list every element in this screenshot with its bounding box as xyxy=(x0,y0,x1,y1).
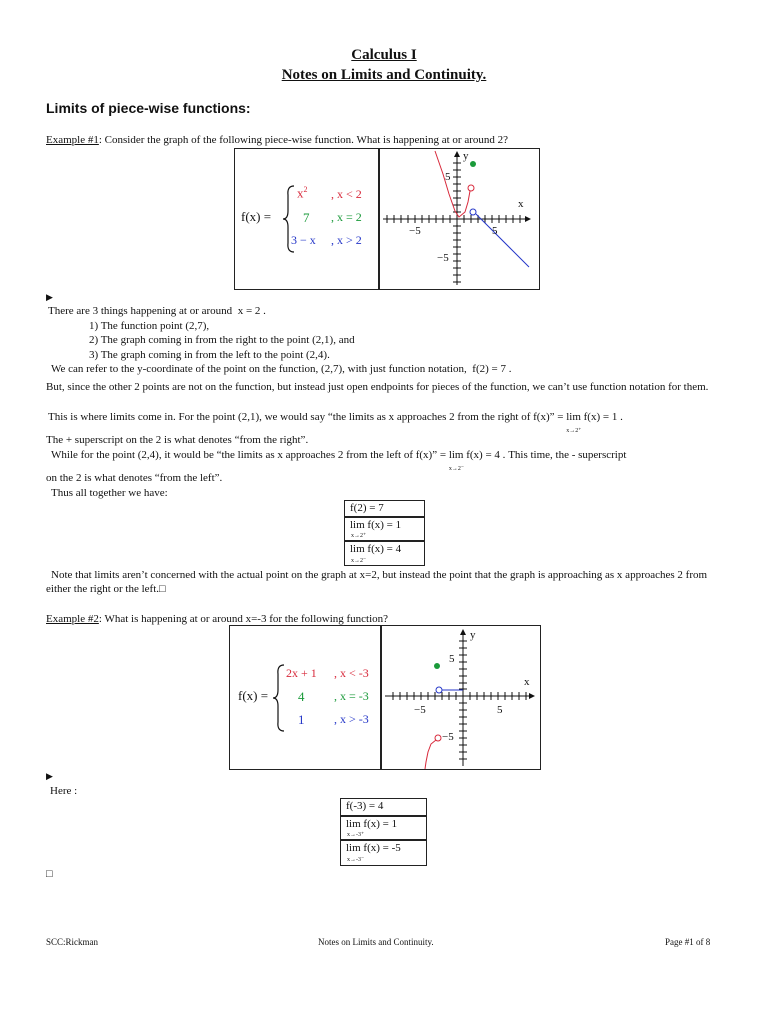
together-line: Thus all together we have: xyxy=(51,487,168,499)
example2-prompt xyxy=(46,612,388,626)
example1-label: Example #1 xyxy=(46,134,99,146)
bullet-1: ▶ xyxy=(46,292,53,302)
intro-line: There are 3 things happening at or around x = 2 . xyxy=(48,305,266,317)
example1-row2-cond: , x = 2 xyxy=(331,210,362,224)
summary1-row3: lim f(x) = 4 x→2⁻ xyxy=(344,541,425,566)
item-2: 2) The graph coming in from the right to the point (2,1), and xyxy=(89,334,355,346)
plus-note: The + superscript on the 2 is what denotes “from the right”. xyxy=(46,434,309,446)
example2-row1-cond: , x < -3 xyxy=(334,666,369,680)
example1-graph-box xyxy=(378,148,540,290)
example1-prompt xyxy=(46,133,508,147)
example2-brace-icon xyxy=(272,664,286,732)
note-paragraph: Note that limits aren’t concerned with the actual point on the graph at x=2, but instead the point that the graph is approaching as x approaches 2 from either the right or the left.□ xyxy=(46,569,708,595)
example1-function-box xyxy=(234,148,380,290)
example1-row1-cond: , x < 2 xyxy=(331,187,362,201)
summary1-row2: lim f(x) = 1 x→2⁺ xyxy=(344,517,425,541)
footer-center: Notes on Limits and Continuity. xyxy=(318,937,434,947)
example1-x5-label: 5 xyxy=(492,225,498,237)
summary2-row2: lim f(x) = 1 x→-3⁺ xyxy=(340,816,427,840)
example1-graph xyxy=(379,149,539,289)
notes-title: Notes on Limits and Continuity. xyxy=(281,67,487,83)
example2-row2-cond: , x = -3 xyxy=(334,689,369,703)
example1-x-label: x xyxy=(518,198,524,210)
example2-graph xyxy=(381,626,540,769)
example2-row2-expr: 4 xyxy=(298,689,305,704)
example2-row3-expr: 1 xyxy=(298,712,305,727)
bullet-2: ▶ xyxy=(46,771,53,781)
example1-yneg5-label: −5 xyxy=(437,252,449,264)
example2-row3-cond: , x > -3 xyxy=(334,712,369,726)
item-3: 3) The graph coming in from the left to the point (2,4). xyxy=(89,349,330,361)
example2-yneg5-label: −5 xyxy=(442,731,454,743)
example2-xneg5-label: −5 xyxy=(414,704,426,716)
example1-y5-label: 5 xyxy=(445,171,451,183)
example2-x5-label: 5 xyxy=(497,704,503,716)
here-line: Here : xyxy=(50,785,78,797)
footer-left: SCC:Rickman xyxy=(46,937,99,947)
summary2-row1: f(-3) = 4 xyxy=(340,798,427,816)
end-mark-2: □ xyxy=(46,868,53,880)
example2-label: Example #2 xyxy=(46,613,99,625)
example1-text: : Consider the graph of the following piece-wise function. What is happening at or around 2? xyxy=(98,134,508,146)
example1-xneg5-label: −5 xyxy=(409,225,421,237)
example2-graph-box xyxy=(380,625,541,770)
example2-x-label: x xyxy=(524,676,530,688)
limits-right-line: This is where limits come in. For the point (2,1), we would say “the limits as x approaches 2 from the right of f(x)” = lim f(x) = 1 . x→2⁺ xyxy=(48,411,623,434)
example2-y5-label: 5 xyxy=(449,653,455,665)
example2-lhs: f(x) = xyxy=(238,688,269,703)
item-1: 1) The function point (2,7), xyxy=(89,320,210,332)
minus-note: on the 2 is what denotes “from the left”. xyxy=(46,472,223,484)
example1-row3-cond: , x > 2 xyxy=(331,233,362,247)
refer-line: We can refer to the y-coordinate of the point on the function, (2,7), with just function notation, f(2) = 7 . xyxy=(51,363,512,375)
summary2-row3: lim f(x) = -5 x→-3⁻ xyxy=(340,840,427,866)
example1-lhs: f(x) = xyxy=(241,209,272,224)
example1-row2-expr: 7 xyxy=(303,210,310,225)
example2-row1-expr: 2x + 1 xyxy=(286,666,317,680)
summary1-row1: f(2) = 7 xyxy=(344,500,425,517)
example1-row1-expr: $x^2$ xyxy=(297,185,308,201)
example1-y-label: y xyxy=(463,150,469,162)
example2-text: : What is happening at or around x=-3 for the following function? xyxy=(98,613,389,625)
limits-left-line: While for the point (2,4), it would be “the limits as x approaches 2 from the left of f(x)” = lim f(x) = 4 . x→2⁻ This time, the - superscript xyxy=(51,449,627,472)
course-title: Calculus I xyxy=(351,47,417,63)
example2-y-label: y xyxy=(470,629,476,641)
example2-function-box xyxy=(229,625,382,770)
but-paragraph: But, since the other 2 points are not on the function, but instead just open endpoints for pieces of the function, we can’t use function notation for them. xyxy=(46,381,709,393)
footer-right: Page #1 of 8 xyxy=(665,937,711,947)
section-heading: Limits of piece-wise functions: xyxy=(46,100,251,116)
example1-row3-expr: 3 − x xyxy=(291,233,316,247)
